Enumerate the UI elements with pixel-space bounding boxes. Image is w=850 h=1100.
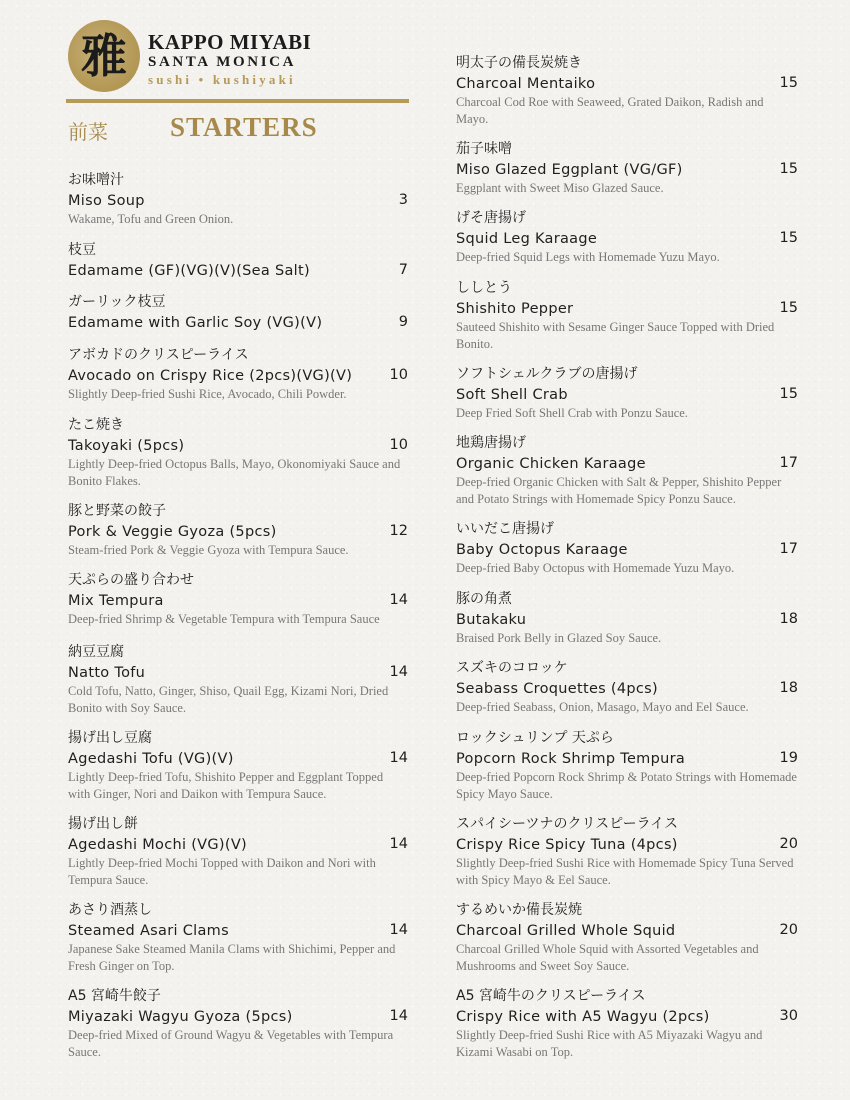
item-name-jp: たこ焼き: [68, 417, 124, 433]
item-price: 14: [389, 664, 408, 680]
item-description: Slightly Deep-fried Sushi Rice with Homemade Spicy Tuna Served with Spicy Mayo & Eel Sauce.: [456, 856, 794, 887]
section-title-en: STARTERS: [170, 112, 318, 142]
item-description: Slightly Deep-fried Sushi Rice, Avocado, Chili Powder.: [68, 387, 347, 401]
item-description: Charcoal Grilled Whole Squid with Assorted Vegetables and Mushrooms and Sweet Soy Sauce.: [456, 942, 759, 973]
item-price: 14: [389, 592, 408, 608]
item-name: Miso Soup: [68, 193, 145, 209]
item-name: Soft Shell Crab: [456, 387, 568, 403]
item-price: 10: [389, 437, 408, 453]
item-name: Shishito Pepper: [456, 301, 574, 317]
item-name: Crispy Rice Spicy Tuna (4pcs): [456, 837, 678, 853]
item-name: Butakaku: [456, 612, 527, 628]
menu-item: [68, 346, 408, 403]
item-description: Eggplant with Sweet Miso Glazed Sauce.: [456, 181, 664, 195]
item-name-jp: いいだこ唐揚げ: [456, 521, 554, 537]
item-name-jp: あさり酒蒸し: [68, 902, 152, 918]
item-price: 14: [389, 1008, 408, 1024]
item-price: 9: [398, 314, 408, 330]
menu-item: [456, 987, 798, 1061]
item-name-jp: 枝豆: [68, 242, 96, 258]
item-name-jp: 豚と野菜の餃子: [68, 503, 166, 519]
item-name: Seabass Croquettes (4pcs): [456, 681, 658, 697]
menu-item: [456, 140, 798, 197]
item-name-jp: ロックシュリンプ 天ぷら: [456, 730, 614, 746]
item-name-jp: 天ぷらの盛り合わせ: [68, 572, 194, 588]
item-description: Wakame, Tofu and Green Onion.: [68, 212, 234, 226]
item-name: Popcorn Rock Shrimp Tempura: [456, 751, 686, 767]
header-divider: [66, 99, 409, 103]
item-price: 14: [389, 750, 408, 766]
item-name: Charcoal Grilled Whole Squid: [456, 923, 676, 939]
item-name-jp: 豚の角煮: [456, 591, 512, 607]
item-name-jp: スズキのコロッケ: [456, 660, 568, 676]
item-price: 15: [779, 230, 798, 246]
item-name: Mix Tempura: [68, 593, 164, 609]
item-name: Natto Tofu: [68, 665, 146, 681]
menu-item: [68, 987, 408, 1061]
item-price: 15: [779, 300, 798, 316]
menu-item: [68, 171, 408, 228]
menu-item: [68, 815, 408, 889]
item-name-jp: ガーリック枝豆: [68, 294, 166, 310]
item-name: Edamame (GF)(VG)(V)(Sea Salt): [68, 263, 310, 279]
item-name-jp: ししとう: [456, 280, 512, 296]
item-price: 15: [779, 161, 798, 177]
menu-item: [456, 434, 798, 508]
item-name: Pork & Veggie Gyoza (5pcs): [68, 524, 277, 540]
item-description: Lightly Deep-fried Mochi Topped with Daikon and Nori with Tempura Sauce.: [68, 856, 376, 887]
item-price: 18: [779, 680, 798, 696]
item-name: Miso Glazed Eggplant (VG/GF): [456, 162, 683, 178]
brand-location: SANTA MONICA: [148, 54, 297, 70]
item-price: 20: [779, 836, 798, 852]
menu-item: [456, 901, 798, 975]
item-price: 30: [779, 1008, 798, 1024]
item-price: 17: [779, 541, 798, 557]
item-description: Steam-fried Pork & Veggie Gyoza with Tempura Sauce.: [68, 543, 349, 557]
menu-item: [68, 571, 408, 628]
item-name: Squid Leg Karaage: [456, 231, 598, 247]
item-name: Edamame with Garlic Soy (VG)(V): [68, 315, 323, 331]
item-name: Baby Octopus Karaage: [456, 542, 628, 558]
menu-item: [68, 416, 408, 490]
item-name-jp: するめいか備長炭焼: [456, 902, 582, 918]
item-price: 12: [389, 523, 408, 539]
item-price: 10: [389, 367, 408, 383]
menu-item: [456, 279, 798, 353]
item-name: Organic Chicken Karaage: [456, 456, 646, 472]
item-description: Deep-fried Shrimp & Vegetable Tempura with Tempura Sauce: [68, 612, 380, 626]
item-description: Lightly Deep-fried Octopus Balls, Mayo, Okonomiyaki Sauce and Bonito Flakes.: [68, 457, 401, 488]
item-description: Deep-fried Organic Chicken with Salt & Pepper, Shishito Pepper and Potato Strings with Homemade Spicy Ponzu Sauce.: [456, 475, 782, 506]
menu-item: [68, 901, 408, 975]
item-name-jp: スパイシーツナのクリスピーライス: [456, 816, 679, 832]
item-name-jp: A5 宮崎牛餃子: [68, 988, 161, 1004]
item-price: 15: [779, 386, 798, 402]
item-name-jp: A5 宮崎牛のクリスピーライス: [456, 988, 646, 1004]
menu-item: [68, 729, 408, 803]
item-name: Agedashi Tofu (VG)(V): [68, 751, 234, 767]
item-price: 14: [389, 836, 408, 852]
menu-item: [456, 520, 798, 577]
item-price: 17: [779, 455, 798, 471]
item-description: Sauteed Shishito with Sesame Ginger Sauce Topped with Dried Bonito.: [456, 320, 775, 351]
item-name-jp: 茄子味噌: [456, 141, 512, 157]
item-description: Deep Fried Soft Shell Crab with Ponzu Sauce.: [456, 406, 688, 420]
item-name-jp: お味噌汁: [68, 172, 124, 188]
brand-name: KAPPO MIYABI: [148, 30, 312, 54]
item-name-jp: 明太子の備長炭焼き: [456, 55, 582, 71]
brand-tagline: sushi • kushiyaki: [148, 72, 296, 87]
item-description: Cold Tofu, Natto, Ginger, Shiso, Quail Egg, Kizami Nori, Dried Bonito with Soy Sauce.: [68, 684, 389, 715]
menu-item: [68, 643, 408, 717]
item-price: 7: [398, 262, 408, 278]
item-description: Deep-fried Baby Octopus with Homemade Yuzu Mayo.: [456, 561, 735, 575]
menu-item: [456, 590, 798, 647]
item-price: 19: [779, 750, 798, 766]
menu-item: [456, 365, 798, 422]
item-name-jp: 地鶏唐揚げ: [456, 435, 526, 451]
item-name-jp: ソフトシェルクラブの唐揚げ: [456, 366, 638, 382]
item-price: 3: [398, 192, 408, 208]
item-name: Crispy Rice with A5 Wagyu (2pcs): [456, 1009, 710, 1025]
item-description: Slightly Deep-fried Sushi Rice with A5 Miyazaki Wagyu and Kizami Wasabi on Top.: [456, 1028, 763, 1059]
item-name: Avocado on Crispy Rice (2pcs)(VG)(V): [68, 368, 353, 384]
item-price: 15: [779, 75, 798, 91]
item-description: Deep-fried Squid Legs with Homemade Yuzu Mayo.: [456, 250, 720, 264]
restaurant-logo: [68, 20, 408, 100]
section-title-jp: 前菜: [68, 120, 108, 144]
item-name-jp: げそ唐揚げ: [456, 210, 526, 226]
item-description: Lightly Deep-fried Tofu, Shishito Pepper and Eggplant Topped with Ginger, Nori and Daikon with Tempura Sauce.: [68, 770, 384, 801]
item-description: Deep-fried Seabass, Onion, Masago, Mayo and Eel Sauce.: [456, 700, 749, 714]
item-description: Charcoal Cod Roe with Seaweed, Grated Daikon, Radish and Mayo.: [456, 95, 764, 126]
item-description: Japanese Sake Steamed Manila Clams with Shichimi, Pepper and Fresh Ginger on Top.: [68, 942, 396, 973]
menu-item: [68, 241, 408, 281]
item-description: Deep-fried Mixed of Ground Wagyu & Vegetables with Tempura Sauce.: [68, 1028, 394, 1059]
menu-item: [68, 293, 408, 333]
item-price: 14: [389, 922, 408, 938]
item-name: Agedashi Mochi (VG)(V): [68, 837, 247, 853]
menu-item: [456, 659, 798, 716]
item-name: Takoyaki (5pcs): [68, 438, 185, 454]
item-description: Braised Pork Belly in Glazed Soy Sauce.: [456, 631, 662, 645]
emblem-glyph: 雅: [81, 29, 127, 83]
menu-item: [456, 209, 798, 266]
item-name: Steamed Asari Clams: [68, 923, 229, 939]
item-price: 20: [779, 922, 798, 938]
item-name: Charcoal Mentaiko: [456, 76, 596, 92]
item-description: Deep-fried Popcorn Rock Shrimp & Potato Strings with Homemade Spicy Mayo Sauce.: [456, 770, 797, 801]
menu-item: [68, 502, 408, 559]
item-name: Miyazaki Wagyu Gyoza (5pcs): [68, 1009, 293, 1025]
menu-item: [456, 54, 798, 128]
item-price: 18: [779, 611, 798, 627]
item-name-jp: アボカドのクリスピーライス: [68, 347, 249, 363]
brand-emblem-icon: [68, 20, 140, 92]
menu-item: [456, 729, 798, 803]
item-name-jp: 揚げ出し豆腐: [68, 730, 152, 746]
item-name-jp: 揚げ出し餅: [68, 816, 138, 832]
item-name-jp: 納豆豆腐: [68, 644, 124, 660]
menu-item: [456, 815, 798, 889]
